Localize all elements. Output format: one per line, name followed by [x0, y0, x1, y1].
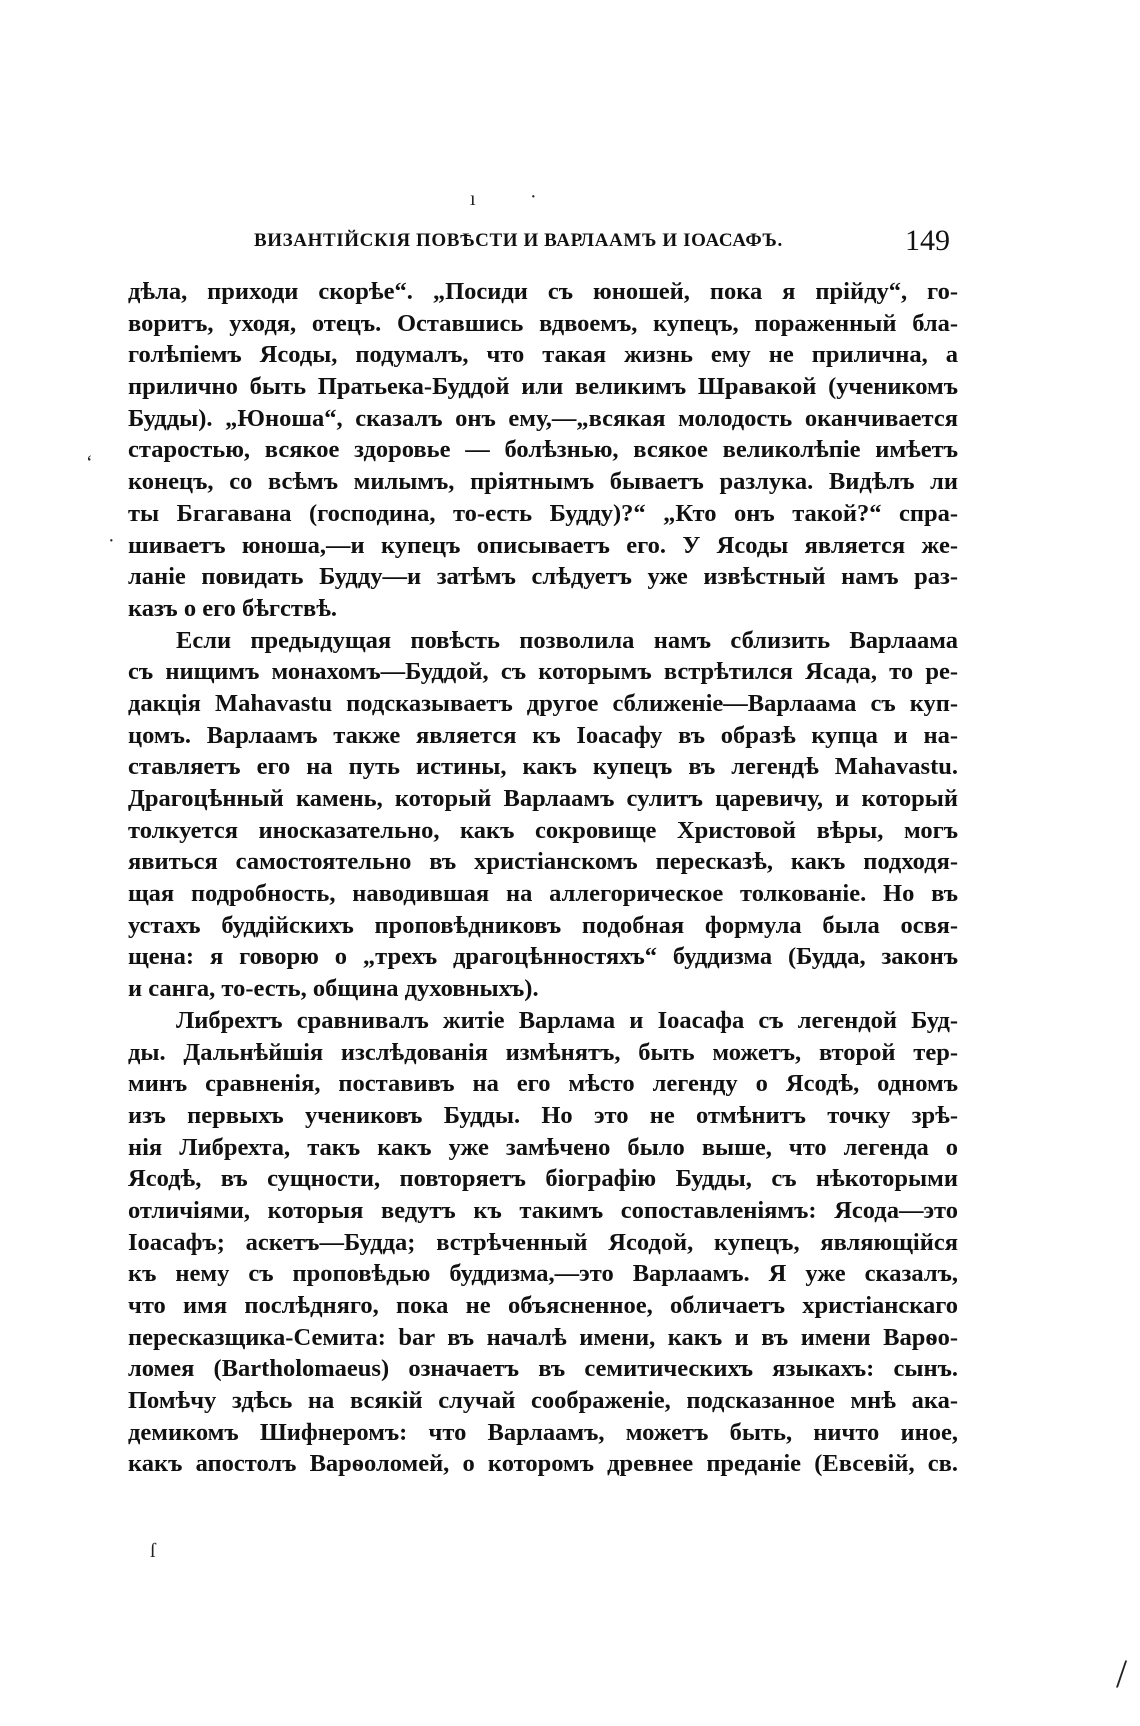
- text-line: ломея (Bartholomaeus) означаетъ въ семитическихъ языкахъ: сынъ.: [128, 1355, 958, 1383]
- text-line: устахъ буддійскихъ проповѣдниковъ подобная формула была освя-: [128, 911, 958, 939]
- text-line: казъ о его бѣгствѣ.: [128, 594, 338, 622]
- scan-mark: ·: [108, 530, 115, 552]
- text-line: Ясодѣ, въ сущности, повторяетъ біографію Будды, съ нѣкоторыми: [128, 1165, 958, 1193]
- text-line: ты Бгагавана (господина, то-есть Будду)?“ „Кто онъ такой?“ спра-: [128, 499, 958, 527]
- text-line: цомъ. Варлаамъ также является къ Іоасафу въ образѣ купца и на-: [128, 721, 958, 749]
- text-line: щая подробность, наводившая на аллегорическое толкованіе. Но въ: [128, 880, 958, 908]
- text-line: демикомъ Шифнеромъ: что Варлаамъ, можетъ быть, ничто иное,: [128, 1418, 958, 1446]
- text-line: дакція Mahavastu подсказываетъ другое сближеніе—Варлаама съ куп-: [128, 689, 958, 717]
- text-line: къ нему съ проповѣдью буддизма,—это Варлаамъ. Я уже сказалъ,: [128, 1260, 958, 1288]
- text-line: ставляетъ его на путь истины, какъ купецъ въ легендѣ Mahavastu.: [128, 753, 958, 781]
- text-line: ланіе повидать Будду—и затѣмъ слѣдуетъ уже извѣстный намъ раз-: [128, 563, 958, 591]
- text-line: щена: я говорю о „трехъ драгоцѣнностяхъ“ буддизма (Будда, законъ: [128, 943, 958, 971]
- body-text: [128, 276, 958, 1480]
- text-line: Драгоцѣнный камень, который Варлаамъ сулитъ царевичу, и который: [128, 785, 958, 812]
- text-line: толкуется иносказательно, какъ сокровище Христовой вѣры, могъ: [128, 816, 958, 844]
- page-number: 149: [905, 224, 950, 257]
- text-line: Будды). „Юноша“, сказалъ онъ ему,—„всякая молодость оканчивается: [128, 404, 958, 432]
- text-line: Іоасафъ; аскетъ—Будда; встрѣченный Ясодой, купецъ, являющійся: [128, 1228, 958, 1256]
- running-head: ВИЗАНТІЙСКІЯ ПОВѢСТИ И ВАРЛААМЪ И ІОАСАФЪ.: [254, 230, 783, 251]
- text-line: Помѣчу здѣсь на всякій случай соображеніе, подсказанное мнѣ ака-: [128, 1387, 958, 1415]
- text-line: минъ сравненія, поставивъ на его мѣсто легенду о Ясодѣ, одномъ: [128, 1070, 958, 1098]
- text-line: шиваетъ юноша,—и купецъ описываетъ его. У Ясоды является же-: [128, 531, 958, 559]
- text-line: что имя послѣдняго, пока не объясненное, обличаетъ христіанскаго: [128, 1292, 958, 1319]
- scan-mark: ı: [470, 188, 476, 210]
- text-line: прилично быть Пратьека-Буддой или великимъ Шравакой (ученикомъ: [128, 373, 958, 401]
- text-line: изъ первыхъ учениковъ Будды. Но это не отмѣнитъ точку зрѣ-: [128, 1101, 958, 1129]
- text-line: дѣла, приходи скорѣе“. „Посиди съ юношей, пока я прійду“, го-: [128, 278, 958, 305]
- page-header: [250, 224, 950, 264]
- text-line: съ нищимъ монахомъ—Буддой, съ которымъ встрѣтился Ясада, то ре-: [128, 658, 958, 686]
- scan-mark: /: [1116, 1651, 1128, 1696]
- scan-mark: ‘: [86, 452, 93, 474]
- text-line: старостью, всякое здоровье — болѣзнью, всякое великолѣпіе имѣетъ: [128, 436, 958, 464]
- text-line: голѣпіемъ Ясоды, подумалъ, что такая жизнь ему не прилична, а: [128, 341, 958, 369]
- text-line: пересказщика-Семита: bar въ началѣ имени, какъ и въ имени Варѳо-: [128, 1323, 958, 1351]
- scan-mark: ſ: [150, 1540, 156, 1562]
- text-line: и санга, то-есть, община духовныхъ).: [128, 975, 539, 1003]
- scan-mark: ·: [530, 186, 537, 208]
- text-line: какъ апостолъ Варѳоломей, о которомъ древнее преданіе (Евсевій, св.: [128, 1450, 958, 1478]
- text-line: Если предыдущая повѣсть позволила намъ сблизить Варлаама: [176, 626, 958, 654]
- text-line: ды. Дальнѣйшія изслѣдованія измѣнятъ, быть можетъ, второй тер-: [128, 1038, 958, 1066]
- text-line: воритъ, уходя, отецъ. Оставшись вдвоемъ, купецъ, пораженный бла-: [128, 309, 958, 337]
- text-line: явиться самостоятельно въ христіанскомъ пересказѣ, какъ подходя-: [128, 848, 958, 876]
- text-line: нія Либрехта, такъ какъ уже замѣчено было выше, что легенда о: [128, 1133, 958, 1161]
- text-line: конецъ, со всѣмъ милымъ, пріятнымъ бываетъ разлука. Видѣлъ ли: [128, 468, 958, 496]
- text-line: отличіями, которыя ведутъ къ такимъ сопоставленіямъ: Ясода—это: [128, 1196, 958, 1224]
- text-line: Либрехтъ сравнивалъ житіе Варлама и Іоасафа съ легендой Буд-: [176, 1006, 958, 1034]
